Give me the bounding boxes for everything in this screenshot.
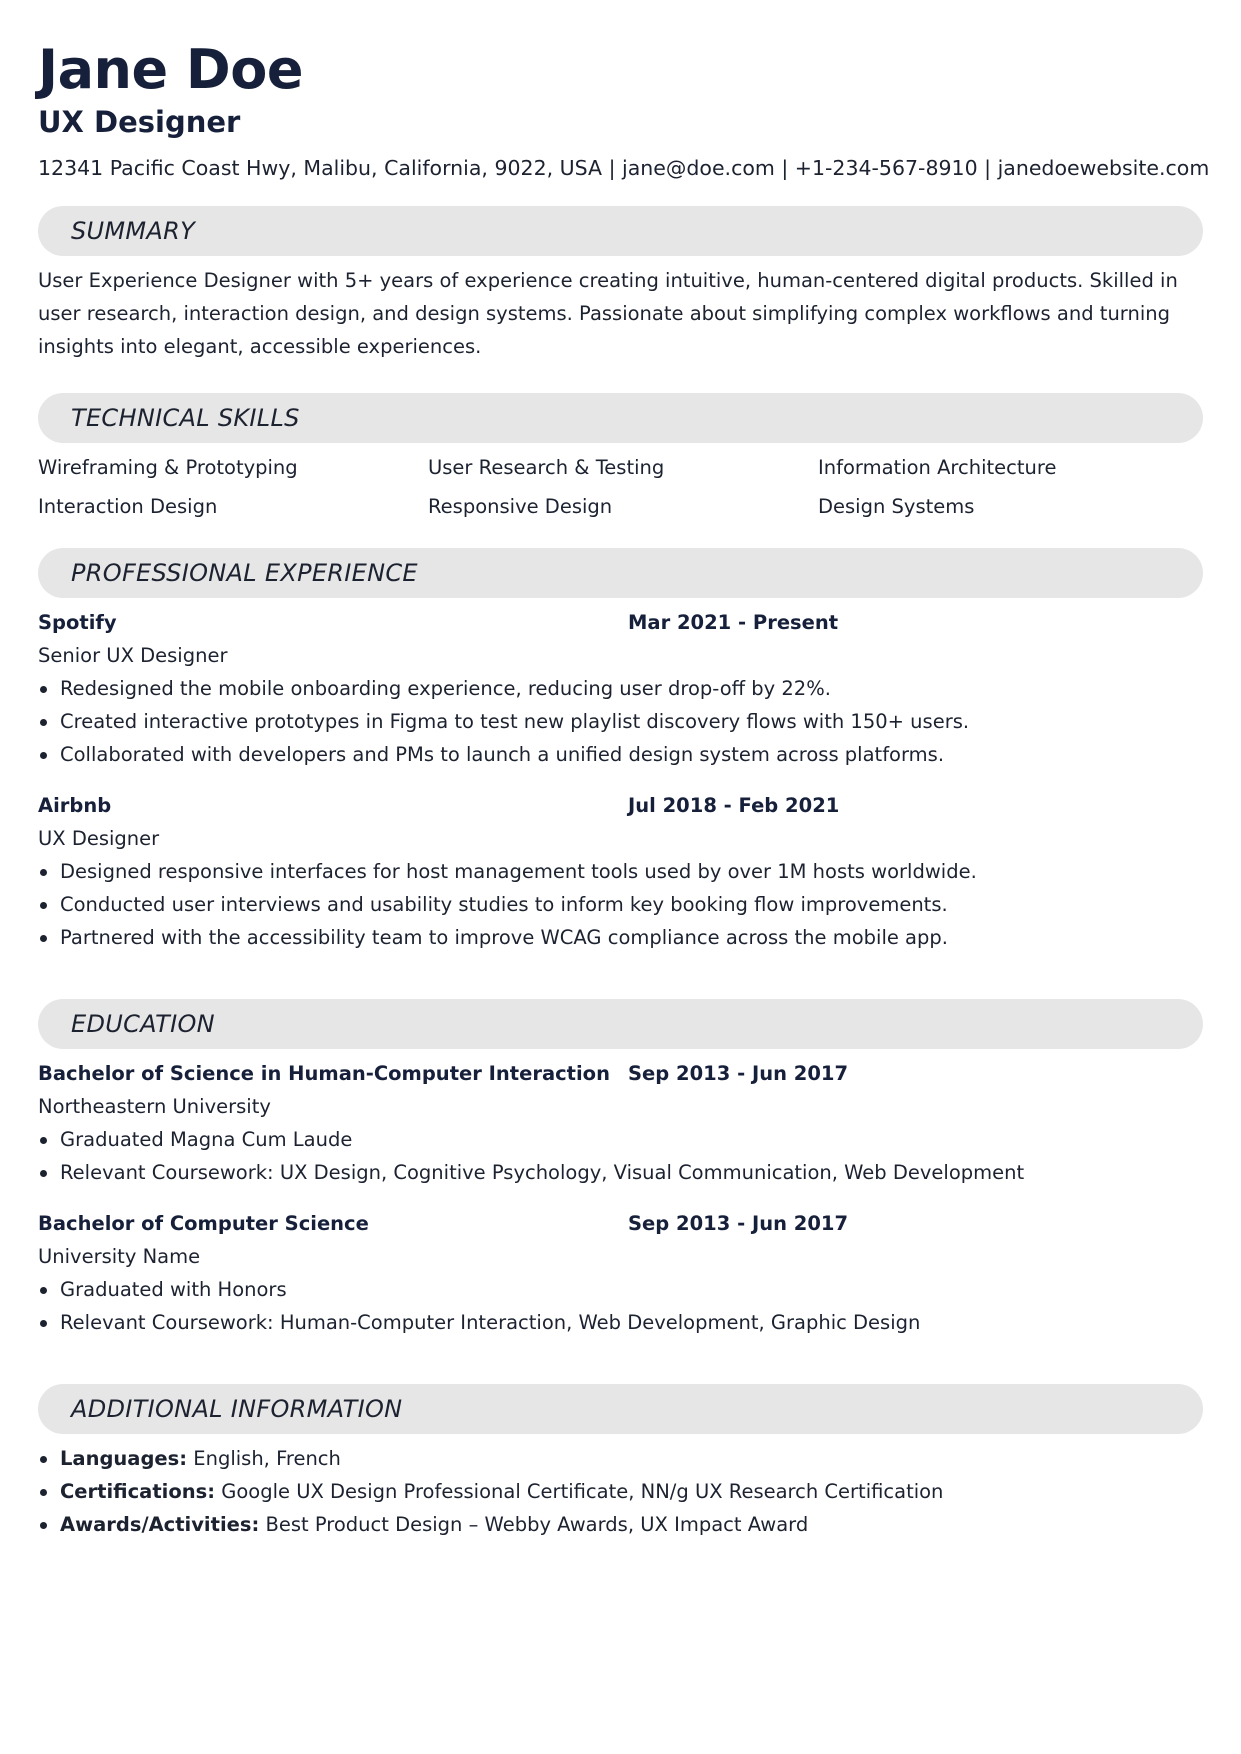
job-bullet: Designed responsive interfaces for host management tools used by over 1M hosts worldwide. xyxy=(38,855,1203,888)
skill-item: Information Architecture xyxy=(818,456,1057,479)
experience-heading: PROFESSIONAL EXPERIENCE xyxy=(38,548,1203,598)
education-dates: Sep 2013 - Jun 2017 xyxy=(628,1062,849,1085)
skill-item: Interaction Design xyxy=(38,495,218,518)
education-dates: Sep 2013 - Jun 2017 xyxy=(628,1212,849,1235)
candidate-title: UX Designer xyxy=(38,105,241,139)
education-school: Northeastern University xyxy=(38,1095,271,1118)
job-role: Senior UX Designer xyxy=(38,644,228,667)
job-bullet: Created interactive prototypes in Figma to test new playlist discovery flows with 150+ users. xyxy=(38,705,1203,738)
skill-item: User Research & Testing xyxy=(428,456,665,479)
education-bullet: Relevant Coursework: Human-Computer Interaction, Web Development, Graphic Design xyxy=(38,1306,1203,1339)
job-dates: Mar 2021 - Present xyxy=(628,611,839,634)
summary-heading: SUMMARY xyxy=(38,206,1203,256)
job-entry xyxy=(38,789,1203,954)
job-role: UX Designer xyxy=(38,827,160,850)
job-dates: Jul 2018 - Feb 2021 xyxy=(628,794,840,817)
education-degree: Bachelor of Computer Science xyxy=(38,1212,369,1235)
job-header xyxy=(38,606,1203,639)
contact-line: 12341 Pacific Coast Hwy, Malibu, California, 9022, USA | jane@doe.com | +1-234-567-8910 | janedoewebsite.com xyxy=(38,156,1210,180)
additional-value: Google UX Design Professional Certificate, NN/g UX Research Certification xyxy=(215,1480,944,1503)
job-bullet: Partnered with the accessibility team to improve WCAG compliance across the mobile app. xyxy=(38,921,1203,954)
education-bullet: Relevant Coursework: UX Design, Cognitive Psychology, Visual Communication, Web Development xyxy=(38,1156,1203,1189)
additional-list xyxy=(38,1442,1203,1541)
skill-item: Wireframing & Prototyping xyxy=(38,456,298,479)
additional-label: Languages: xyxy=(60,1447,188,1470)
education-entry xyxy=(38,1057,1203,1189)
additional-value: Best Product Design – Webby Awards, UX Impact Award xyxy=(259,1513,809,1536)
job-bullet: Redesigned the mobile onboarding experience, reducing user drop-off by 22%. xyxy=(38,672,1203,705)
job-bullets xyxy=(38,672,1203,771)
skill-item: Design Systems xyxy=(818,495,975,518)
additional-item xyxy=(38,1508,1203,1541)
job-company: Airbnb xyxy=(38,794,112,817)
additional-item xyxy=(38,1475,1203,1508)
education-heading: EDUCATION xyxy=(38,999,1203,1049)
job-header xyxy=(38,789,1203,822)
additional-item xyxy=(38,1442,1203,1475)
education-degree: Bachelor of Science in Human-Computer Interaction xyxy=(38,1062,610,1085)
job-bullet: Conducted user interviews and usability studies to inform key booking flow improvements. xyxy=(38,888,1203,921)
additional-heading: ADDITIONAL INFORMATION xyxy=(38,1384,1203,1434)
additional-value: English, French xyxy=(187,1447,341,1470)
skill-item: Responsive Design xyxy=(428,495,613,518)
job-company: Spotify xyxy=(38,611,117,634)
additional-label: Certifications: xyxy=(60,1480,216,1503)
skills-heading: TECHNICAL SKILLS xyxy=(38,393,1203,443)
skills-grid xyxy=(38,451,1203,523)
education-entry xyxy=(38,1207,1203,1339)
education-header xyxy=(38,1207,1203,1240)
additional-label: Awards/Activities: xyxy=(60,1513,260,1536)
education-header xyxy=(38,1057,1203,1090)
candidate-name: Jane Doe xyxy=(38,38,303,101)
education-bullet: Graduated with Honors xyxy=(38,1273,1203,1306)
summary-text: User Experience Designer with 5+ years of experience creating intuitive, human-centered digital products. Skilled in user research, interaction design, and design systems. Passionate about simplifying complex workflows and turning insights into elegant, accessible experiences. xyxy=(38,269,1178,358)
job-bullets xyxy=(38,855,1203,954)
education-bullets xyxy=(38,1273,1203,1339)
job-bullet: Collaborated with developers and PMs to launch a unified design system across platforms. xyxy=(38,738,1203,771)
education-school: University Name xyxy=(38,1245,201,1268)
education-bullet: Graduated Magna Cum Laude xyxy=(38,1123,1203,1156)
job-entry xyxy=(38,606,1203,771)
education-bullets xyxy=(38,1123,1203,1189)
